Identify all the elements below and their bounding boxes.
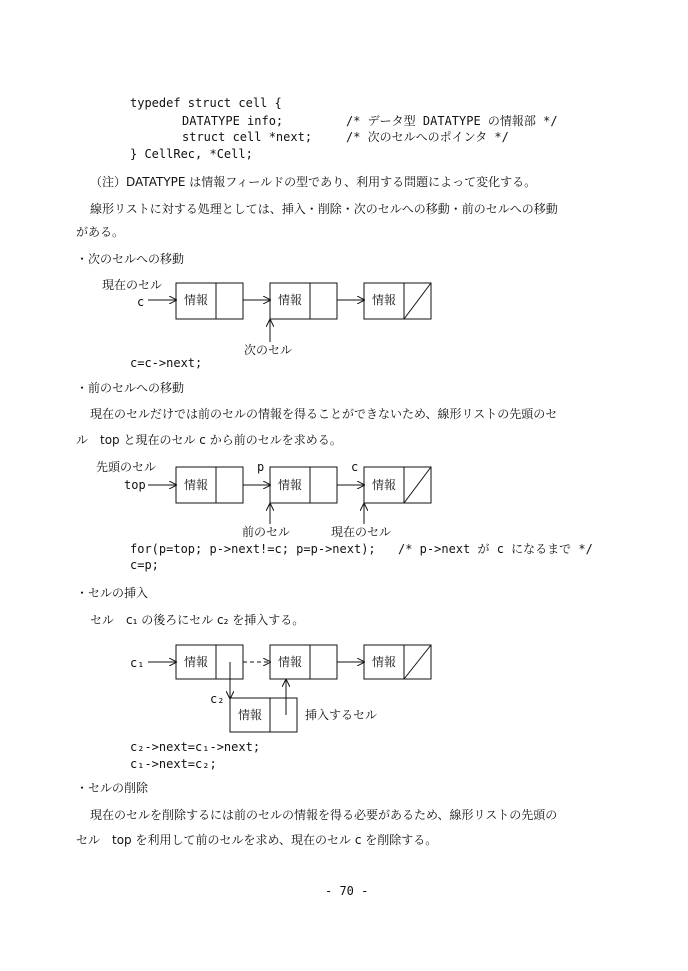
- var-label: p: [257, 460, 265, 474]
- diagram-label: 挿入するセル: [305, 708, 378, 722]
- diagram-label: 現在のセル: [331, 525, 392, 539]
- paragraph: 現在のセルだけでは前のセルの情報を得ることができないため、線形リストの先頭のセ: [90, 407, 558, 421]
- code-line: DATATYPE info;: [182, 114, 284, 128]
- cell-info: 情報: [278, 655, 303, 669]
- cell-info: 情報: [184, 478, 209, 492]
- paragraph: がある。: [76, 225, 125, 239]
- var-label: c₁: [130, 656, 145, 670]
- diagram-label: 現在のセル: [102, 278, 163, 292]
- cell-info: 情報: [372, 478, 397, 492]
- code-line: c₁->next=c₂;: [130, 757, 217, 771]
- cell-info: 情報: [372, 655, 397, 669]
- cell-info: 情報: [184, 293, 209, 307]
- section-heading: ・前のセルへの移動: [76, 381, 185, 395]
- section-heading: ・セルの挿入: [76, 586, 149, 600]
- diagram-next: [148, 283, 431, 342]
- cell-info: 情報: [278, 293, 303, 307]
- diagram-prev: [148, 467, 431, 524]
- code-line: } CellRec, *Cell;: [130, 147, 253, 161]
- null-pointer: [404, 645, 431, 679]
- code-comment: /* 次のセルへのポインタ */: [346, 130, 509, 144]
- code-line: typedef struct cell {: [130, 96, 282, 110]
- section-heading: ・次のセルへの移動: [76, 252, 185, 266]
- var-label: c₂: [210, 692, 225, 706]
- diagram-label: 次のセル: [244, 343, 293, 357]
- diagram-label: 先頭のセル: [96, 460, 157, 474]
- section-heading: ・セルの削除: [76, 781, 149, 795]
- code-line: for(p=top; p->next!=c; p=p->next);: [130, 542, 376, 556]
- paragraph: セル top を利用して前のセルを求め、現在のセル c を削除する。: [76, 833, 438, 847]
- code-line: c₂->next=c₁->next;: [130, 740, 261, 754]
- code-line: c=c->next;: [130, 356, 203, 370]
- code-line: struct cell *next;: [182, 130, 313, 144]
- diagram-label: 前のセル: [242, 525, 291, 539]
- var-label: c: [351, 460, 359, 474]
- cell-info: 情報: [372, 293, 397, 307]
- code-comment: /* データ型 DATATYPE の情報部 */: [346, 114, 558, 128]
- code-comment: /* p->next が c になるまで */: [398, 542, 593, 556]
- null-pointer: [404, 467, 431, 503]
- page-number: - 70 -: [325, 884, 369, 898]
- note: （注）DATATYPE は情報フィールドの型であり、利用する問題によって変化する。: [90, 175, 537, 189]
- paragraph: ル top と現在のセル c から前のセルを求める。: [76, 433, 342, 447]
- null-pointer: [404, 283, 431, 319]
- cell-info: 情報: [238, 708, 263, 722]
- paragraph: 現在のセルを削除するには前のセルの情報を得る必要があるため、線形リストの先頭の: [90, 808, 558, 822]
- var-label: top: [124, 478, 146, 492]
- var-label: c: [137, 295, 145, 309]
- cell-info: 情報: [184, 655, 209, 669]
- cell-info: 情報: [278, 478, 303, 492]
- code-line: c=p;: [130, 558, 159, 572]
- paragraph: 線形リストに対する処理としては、挿入・削除・次のセルへの移動・前のセルへの移動: [90, 202, 558, 216]
- paragraph: セル c₁ の後ろにセル c₂ を挿入する。: [90, 613, 305, 627]
